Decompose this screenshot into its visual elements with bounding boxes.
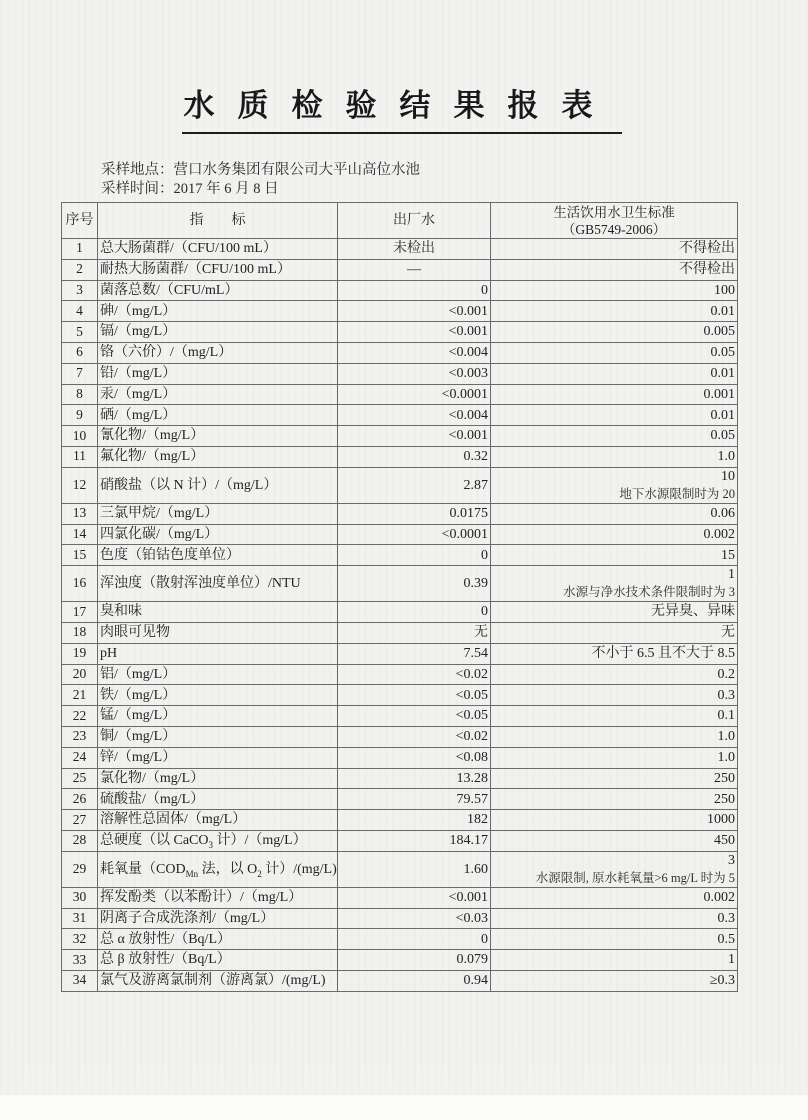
- row-number: 6: [62, 342, 98, 363]
- table-row: [62, 950, 738, 971]
- header-standard-line1: 生活饮用水卫生标准: [553, 204, 675, 220]
- row-number: 2: [62, 259, 98, 280]
- row-indicator: 氯气及游离氯制剂（游离氯）/(mg/L): [98, 970, 338, 991]
- row-factory-value: 0: [338, 280, 491, 301]
- row-standard-value: 0.002: [491, 524, 738, 545]
- row-indicator: pH: [98, 643, 338, 664]
- row-number: 13: [62, 503, 98, 524]
- table-row: [62, 322, 738, 343]
- row-standard-value: 1000: [491, 810, 738, 831]
- row-standard-value: 0.05: [491, 342, 738, 363]
- row-standard-value: 0.5: [491, 929, 738, 950]
- table-row: [62, 887, 738, 908]
- row-indicator: 铝/（mg/L）: [98, 664, 338, 685]
- row-number: 22: [62, 706, 98, 727]
- table-header-row: [62, 203, 738, 239]
- row-standard-value: 0.002: [491, 887, 738, 908]
- row-indicator: 锌/（mg/L）: [98, 747, 338, 768]
- row-standard-value: 0.2: [491, 664, 738, 685]
- header-factory-water: 出厂水: [338, 203, 491, 239]
- table-row: [62, 280, 738, 301]
- row-factory-value: <0.02: [338, 664, 491, 685]
- header-no: 序号: [62, 203, 98, 239]
- row-standard-note: 地下水源限制时为 20: [619, 486, 735, 501]
- row-factory-value: 7.54: [338, 643, 491, 664]
- row-factory-value: <0.001: [338, 426, 491, 447]
- row-factory-value: <0.001: [338, 322, 491, 343]
- row-standard-note: 水源与净水技术条件限制时为 3: [563, 585, 735, 600]
- table-row: [62, 685, 738, 706]
- row-standard-value: 0.01: [491, 363, 738, 384]
- table-row: [62, 643, 738, 664]
- row-number: 27: [62, 810, 98, 831]
- row-indicator: 氰化物/（mg/L）: [98, 426, 338, 447]
- row-indicator: 铜/（mg/L）: [98, 726, 338, 747]
- row-standard-value: 0.1: [491, 706, 738, 727]
- row-indicator: 臭和味: [98, 602, 338, 623]
- row-number: 21: [62, 685, 98, 706]
- row-standard-note: 水源限制, 原水耗氧量>6 mg/L 时为 5: [535, 870, 735, 885]
- row-factory-value: 1.60: [338, 851, 491, 887]
- row-factory-value: 0.94: [338, 970, 491, 991]
- row-number: 11: [62, 446, 98, 467]
- row-number: 23: [62, 726, 98, 747]
- row-indicator: 硝酸盐（以 N 计）/（mg/L）: [98, 467, 338, 503]
- table-row: [62, 384, 738, 405]
- row-standard-value: 100: [491, 280, 738, 301]
- row-number: 14: [62, 524, 98, 545]
- row-number: 8: [62, 384, 98, 405]
- row-indicator: 浑浊度（散射浑浊度单位）/NTU: [98, 566, 338, 602]
- row-number: 17: [62, 602, 98, 623]
- row-number: 30: [62, 887, 98, 908]
- table-row: [62, 810, 738, 831]
- row-standard-value: 无异臭、异味: [491, 602, 738, 623]
- table-row: [62, 622, 738, 643]
- row-number: 20: [62, 664, 98, 685]
- row-factory-value: <0.003: [338, 363, 491, 384]
- row-standard-value: 0.01: [491, 301, 738, 322]
- table-row: [62, 405, 738, 426]
- row-factory-value: 无: [338, 622, 491, 643]
- header-standard-line2: （GB5749-2006）: [561, 221, 667, 237]
- row-standard-value: 1.0: [491, 446, 738, 467]
- table-row: [62, 706, 738, 727]
- row-factory-value: 未检出: [338, 239, 491, 260]
- row-indicator: 溶解性总固体/（mg/L）: [98, 810, 338, 831]
- row-factory-value: 184.17: [338, 830, 491, 851]
- table-row: [62, 524, 738, 545]
- row-standard-value: 0.05: [491, 426, 738, 447]
- row-standard-value: 0.06: [491, 503, 738, 524]
- row-standard-value: 1: [491, 950, 738, 971]
- row-standard-value: 0.005: [491, 322, 738, 343]
- table-row: [62, 342, 738, 363]
- row-indicator: 总 β 放射性/（Bq/L）: [98, 950, 338, 971]
- row-indicator: 阴离子合成洗涤剂/（mg/L）: [98, 908, 338, 929]
- row-factory-value: <0.02: [338, 726, 491, 747]
- row-number: 33: [62, 950, 98, 971]
- row-indicator: 锰/（mg/L）: [98, 706, 338, 727]
- table-row: [62, 545, 738, 566]
- page-title: 水质检验结果报表: [182, 80, 622, 134]
- table-row: [62, 789, 738, 810]
- row-indicator: 色度（铂钴色度单位）: [98, 545, 338, 566]
- row-number: 5: [62, 322, 98, 343]
- row-factory-value: <0.0001: [338, 384, 491, 405]
- table-row: [62, 830, 738, 851]
- row-factory-value: <0.05: [338, 685, 491, 706]
- row-indicator: 肉眼可见物: [98, 622, 338, 643]
- row-standard-value: 250: [491, 789, 738, 810]
- row-factory-value: —: [338, 259, 491, 280]
- results-table: [61, 202, 738, 992]
- table-row: [62, 929, 738, 950]
- row-indicator: 氯化物/（mg/L）: [98, 768, 338, 789]
- row-factory-value: 0: [338, 545, 491, 566]
- row-standard-value: 不小于 6.5 且不大于 8.5: [491, 643, 738, 664]
- title-wrap: [0, 80, 808, 134]
- table-row: [62, 970, 738, 991]
- row-standard-value: 0.01: [491, 405, 738, 426]
- row-number: 16: [62, 566, 98, 602]
- row-number: 9: [62, 405, 98, 426]
- table-row: [62, 259, 738, 280]
- table-row: [62, 908, 738, 929]
- row-factory-value: <0.05: [338, 706, 491, 727]
- row-indicator: 氟化物/（mg/L）: [98, 446, 338, 467]
- row-factory-value: 0.079: [338, 950, 491, 971]
- row-number: 29: [62, 851, 98, 887]
- sample-info: [101, 161, 420, 199]
- table-row: [62, 426, 738, 447]
- row-factory-value: 0.39: [338, 566, 491, 602]
- row-number: 25: [62, 768, 98, 789]
- header-standard: [491, 203, 738, 239]
- row-number: 7: [62, 363, 98, 384]
- row-number: 1: [62, 239, 98, 260]
- row-indicator: 硒/（mg/L）: [98, 405, 338, 426]
- row-standard-value: 1.0: [491, 726, 738, 747]
- row-standard-value: 无: [491, 622, 738, 643]
- row-number: 31: [62, 908, 98, 929]
- row-factory-value: 79.57: [338, 789, 491, 810]
- row-standard-value: [491, 851, 738, 887]
- table-row: [62, 239, 738, 260]
- table-row: [62, 467, 738, 503]
- table-row: [62, 446, 738, 467]
- row-number: 26: [62, 789, 98, 810]
- table-row: [62, 602, 738, 623]
- table-row: [62, 851, 738, 887]
- row-indicator: 三氯甲烷/（mg/L）: [98, 503, 338, 524]
- table-row: [62, 768, 738, 789]
- row-factory-value: 0.0175: [338, 503, 491, 524]
- row-factory-value: 2.87: [338, 467, 491, 503]
- sample-location-line: 采样地点：营口水务集团有限公司大平山高位水池: [101, 162, 420, 178]
- row-indicator: 铅/（mg/L）: [98, 363, 338, 384]
- row-number: 15: [62, 545, 98, 566]
- row-number: 12: [62, 467, 98, 503]
- row-indicator: 耗氧量（$COD_{Mn}$ 法，以 $O_2$ 计）/(mg/L): [98, 851, 338, 887]
- row-factory-value: <0.08: [338, 747, 491, 768]
- row-standard-value: 0.001: [491, 384, 738, 405]
- row-number: 19: [62, 643, 98, 664]
- row-indicator: 汞/（mg/L）: [98, 384, 338, 405]
- row-factory-value: 13.28: [338, 768, 491, 789]
- row-factory-value: 182: [338, 810, 491, 831]
- row-number: 34: [62, 970, 98, 991]
- row-indicator: 镉/（mg/L）: [98, 322, 338, 343]
- row-factory-value: <0.004: [338, 405, 491, 426]
- table-row: [62, 566, 738, 602]
- row-number: 10: [62, 426, 98, 447]
- row-indicator: 总硬度（以 CaCO$_3$ 计）/（mg/L）: [98, 830, 338, 851]
- row-factory-value: <0.0001: [338, 524, 491, 545]
- row-indicator: 总 α 放射性/（Bq/L）: [98, 929, 338, 950]
- table-row: [62, 726, 738, 747]
- row-indicator: 菌落总数/（CFU/mL）: [98, 280, 338, 301]
- row-number: 24: [62, 747, 98, 768]
- row-standard-value: ≥0.3: [491, 970, 738, 991]
- row-factory-value: 0.32: [338, 446, 491, 467]
- row-standard-main: 3: [728, 852, 735, 868]
- row-factory-value: <0.001: [338, 887, 491, 908]
- header-indicator: 指 标: [98, 203, 338, 239]
- row-factory-value: <0.03: [338, 908, 491, 929]
- row-number: 28: [62, 830, 98, 851]
- row-number: 3: [62, 280, 98, 301]
- row-indicator: 铁/（mg/L）: [98, 685, 338, 706]
- row-indicator: 四氯化碳/（mg/L）: [98, 524, 338, 545]
- row-factory-value: <0.004: [338, 342, 491, 363]
- row-standard-value: [491, 467, 738, 503]
- table-row: [62, 664, 738, 685]
- sample-time-line: 采样时间：2017 年 6 月 8 日: [101, 181, 279, 197]
- row-standard-value: [491, 566, 738, 602]
- table-row: [62, 503, 738, 524]
- row-standard-value: 450: [491, 830, 738, 851]
- table-row: [62, 301, 738, 322]
- row-standard-value: 不得检出: [491, 239, 738, 260]
- row-standard-value: 15: [491, 545, 738, 566]
- table-row: [62, 363, 738, 384]
- row-standard-value: 不得检出: [491, 259, 738, 280]
- row-indicator: 铬（六价）/（mg/L）: [98, 342, 338, 363]
- row-standard-value: 1.0: [491, 747, 738, 768]
- row-number: 32: [62, 929, 98, 950]
- row-indicator: 硫酸盐/（mg/L）: [98, 789, 338, 810]
- row-indicator: 耐热大肠菌群/（CFU/100 mL）: [98, 259, 338, 280]
- row-number: 18: [62, 622, 98, 643]
- row-standard-value: 250: [491, 768, 738, 789]
- row-indicator: 砷/（mg/L）: [98, 301, 338, 322]
- row-factory-value: 0: [338, 929, 491, 950]
- scan-bottom-strip: [0, 1095, 808, 1120]
- row-standard-main: 10: [721, 468, 735, 484]
- row-indicator: 挥发酚类（以苯酚计）/（mg/L）: [98, 887, 338, 908]
- row-standard-value: 0.3: [491, 685, 738, 706]
- row-factory-value: 0: [338, 602, 491, 623]
- row-indicator: 总大肠菌群/（CFU/100 mL）: [98, 239, 338, 260]
- row-standard-main: 1: [728, 567, 735, 583]
- table-row: [62, 747, 738, 768]
- row-factory-value: <0.001: [338, 301, 491, 322]
- row-standard-value: 0.3: [491, 908, 738, 929]
- row-number: 4: [62, 301, 98, 322]
